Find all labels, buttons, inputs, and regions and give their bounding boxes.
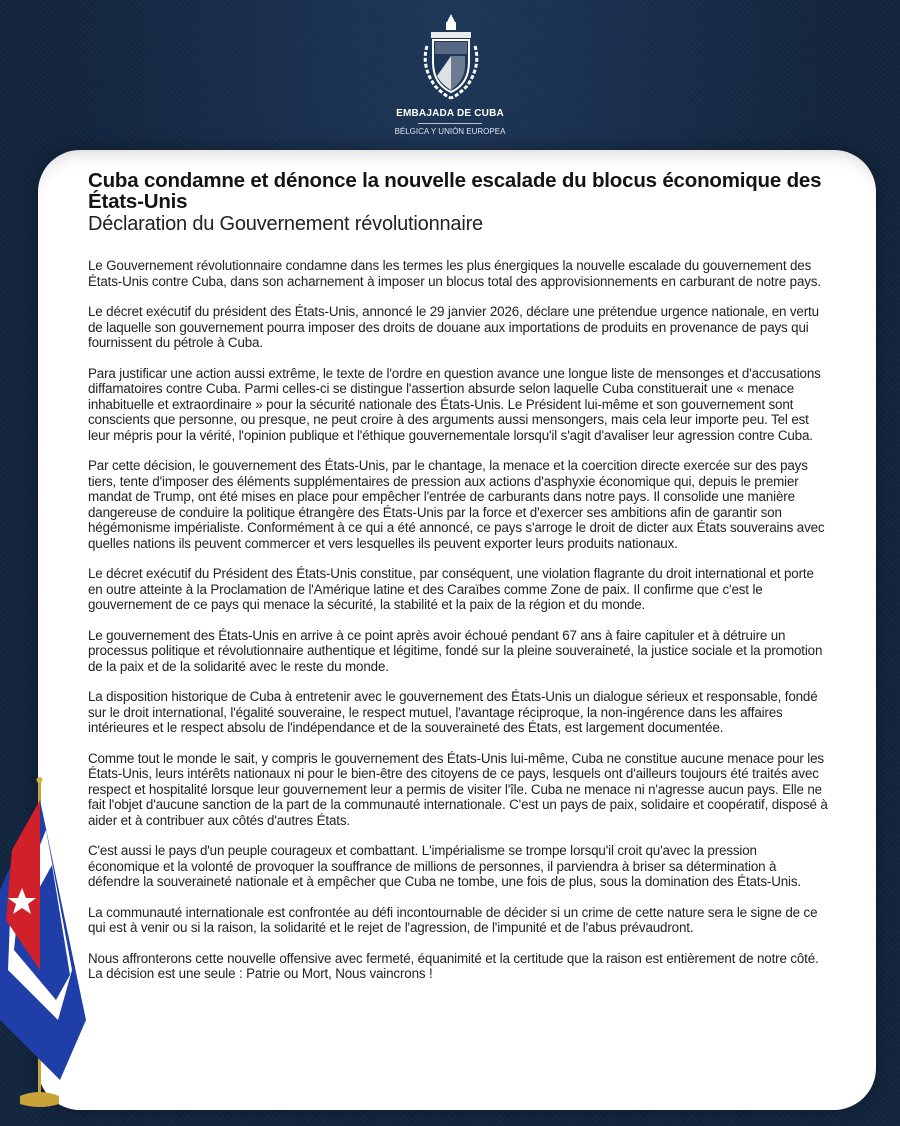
paragraph: La communauté internationale est confrontée au défi incontournable de décider si un crime de cette nature sera le signe de ce qui est à venir ou si la raison, la solidarité et le rejet de l'agression, de l'impunité et de l'abus prévaudront. bbox=[88, 904, 818, 935]
paragraph: Le décret exécutif du Président des États-Unis constitue, par conséquent, une violation flagrante du droit international et porte en outre atteinte à la Proclamation de l'Amérique latine et des Caraïbes comme Zone de paix. Il confirme que c'est le gouvernement de ce pays qui menace la sécurité, la stabilité et la paix de la région et du monde. bbox=[88, 566, 814, 612]
divider bbox=[418, 123, 482, 124]
cuba-coat-of-arms-icon bbox=[417, 12, 485, 100]
paragraph: Par cette décision, le gouvernement des États-Unis, par le chantage, la menace et la coercition directe exercée sur des pays tiers, tente d'imposer des éléments supplémentaires de pression aux actions d'asphyxie économique qui, depuis le premier mandat de Trump, ont été mises en place pour empêcher l'entrée de carburants dans notre pays. Il consolide une manière dangereuse de conduire la politique étrangère des États-Unis par la force et d'exercer ses ambitions afin de garantir son hégémonisme impérialiste. Conformément à ce qui a été annoncé, ce pays s'arroge le droit de dicter aux États souverains avec quelles nations ils peuvent commercer et vers lesquelles ils peuvent exporter leurs produits nationaux. bbox=[88, 458, 825, 551]
cuban-flag-icon bbox=[0, 770, 90, 1126]
paragraph: C'est aussi le pays d'un peuple courageux et combattant. L'impérialisme se trompe lorsqu'il croit qu'avec la pression économique et la volonté de provoquer la souffrance de millions de personnes, il parviendra à briser sa détermination à défendre la souveraineté nationale et à empêcher que Cuba ne tombe, une fois de plus, sous la domination des États-Unis. bbox=[88, 843, 801, 889]
paragraph: Le gouvernement des États-Unis en arrive à ce point après avoir échoué pendant 67 ans à faire capituler et à détruire un processus politique et révolutionnaire authentique et légitime, fondé sur la pleine souveraineté, la justice sociale et la promotion de la paix et de la solidarité avec le reste du monde. bbox=[88, 627, 823, 674]
embassy-name: EMBAJADA DE CUBA bbox=[396, 108, 504, 119]
paragraph: Para justificar une action aussi extrême, le texte de l'ordre en question avance une longue liste de mensonges et d'accusations diffamatoires contre Cuba. Parmi celles-ci se distingue l'assertion absurde selon laquelle Cuba constituerait une « menace inhabituelle et extraordinaire » pour la sécurité nationale des États-Unis. Le Président lui-même et son gouvernement sont conscients que personne, ou presque, ne peut croire à des arguments aussi mensongers, mais cela leur importe peu. Tel est leur mépris pour la vérité, l'opinion publique et l'éthique gouvernementale lorsqu'il s'agit d'avaliser leur agression contre Cuba. bbox=[88, 365, 821, 443]
paragraph: Le décret exécutif du président des États-Unis, annoncé le 29 janvier 2026, déclare une prétendue urgence nationale, en vertu de laquelle son gouvernement pourra imposer des droits de douane aux importations de produits en provenance de pays qui fournissent du pétrole à Cuba. bbox=[88, 304, 819, 350]
embassy-header bbox=[0, 0, 900, 150]
statement-title: Cuba condamne et dénonce la nouvelle escalade du blocus économique des États-Unis bbox=[88, 169, 822, 213]
paragraph: Le Gouvernement révolutionnaire condamne dans les termes les plus énergiques la nouvelle escalade du gouvernement des États-Unis contre Cuba, dans son acharnement à imposer un blocus total des approvisionnements en carburant de notre pays. bbox=[88, 258, 821, 289]
paragraph: Comme tout le monde le sait, y compris le gouvernement des États-Unis lui-même, Cuba ne constitue aucune menace pour les États-Unis, leurs intérêts nationaux ni pour le bien-être des citoyens de ce pays, lesquels ont d'ailleurs toujours été traités avec respect et hospitalité lorsque leur gouvernement leur a permis de visiter l'île. Cuba ne menace ni n'agresse aucun pays. Elle ne fait l'objet d'aucune sanction de la part de la communauté internationale. C'est un pays de paix, solidaire et coopératif, disposé à aider et à contribuer aux côtés d'autres États. bbox=[88, 750, 828, 828]
embassy-subtitle: BÉLGICA Y UNIÓN EUROPEA bbox=[394, 127, 506, 136]
paragraph: Nous affronterons cette nouvelle offensive avec fermeté, équanimité et la certitude que la raison est entièrement de notre côté. La décision est une seule : Patrie ou Mort, Nous vaincrons ! bbox=[88, 950, 819, 981]
statement-content bbox=[88, 170, 828, 997]
statement-subtitle: Déclaration du Gouvernement révolutionnaire bbox=[88, 213, 483, 235]
paragraph: La disposition historique de Cuba à entretenir avec le gouvernement des États-Unis un dialogue sérieux et responsable, fondé sur le droit international, l'égalité souveraine, le respect mutuel, l'avantage réciproque, la non-ingérence dans les affaires intérieures et le respect absolu de l'indépendance et de la souveraineté des États, est largement documentée. bbox=[88, 689, 818, 735]
